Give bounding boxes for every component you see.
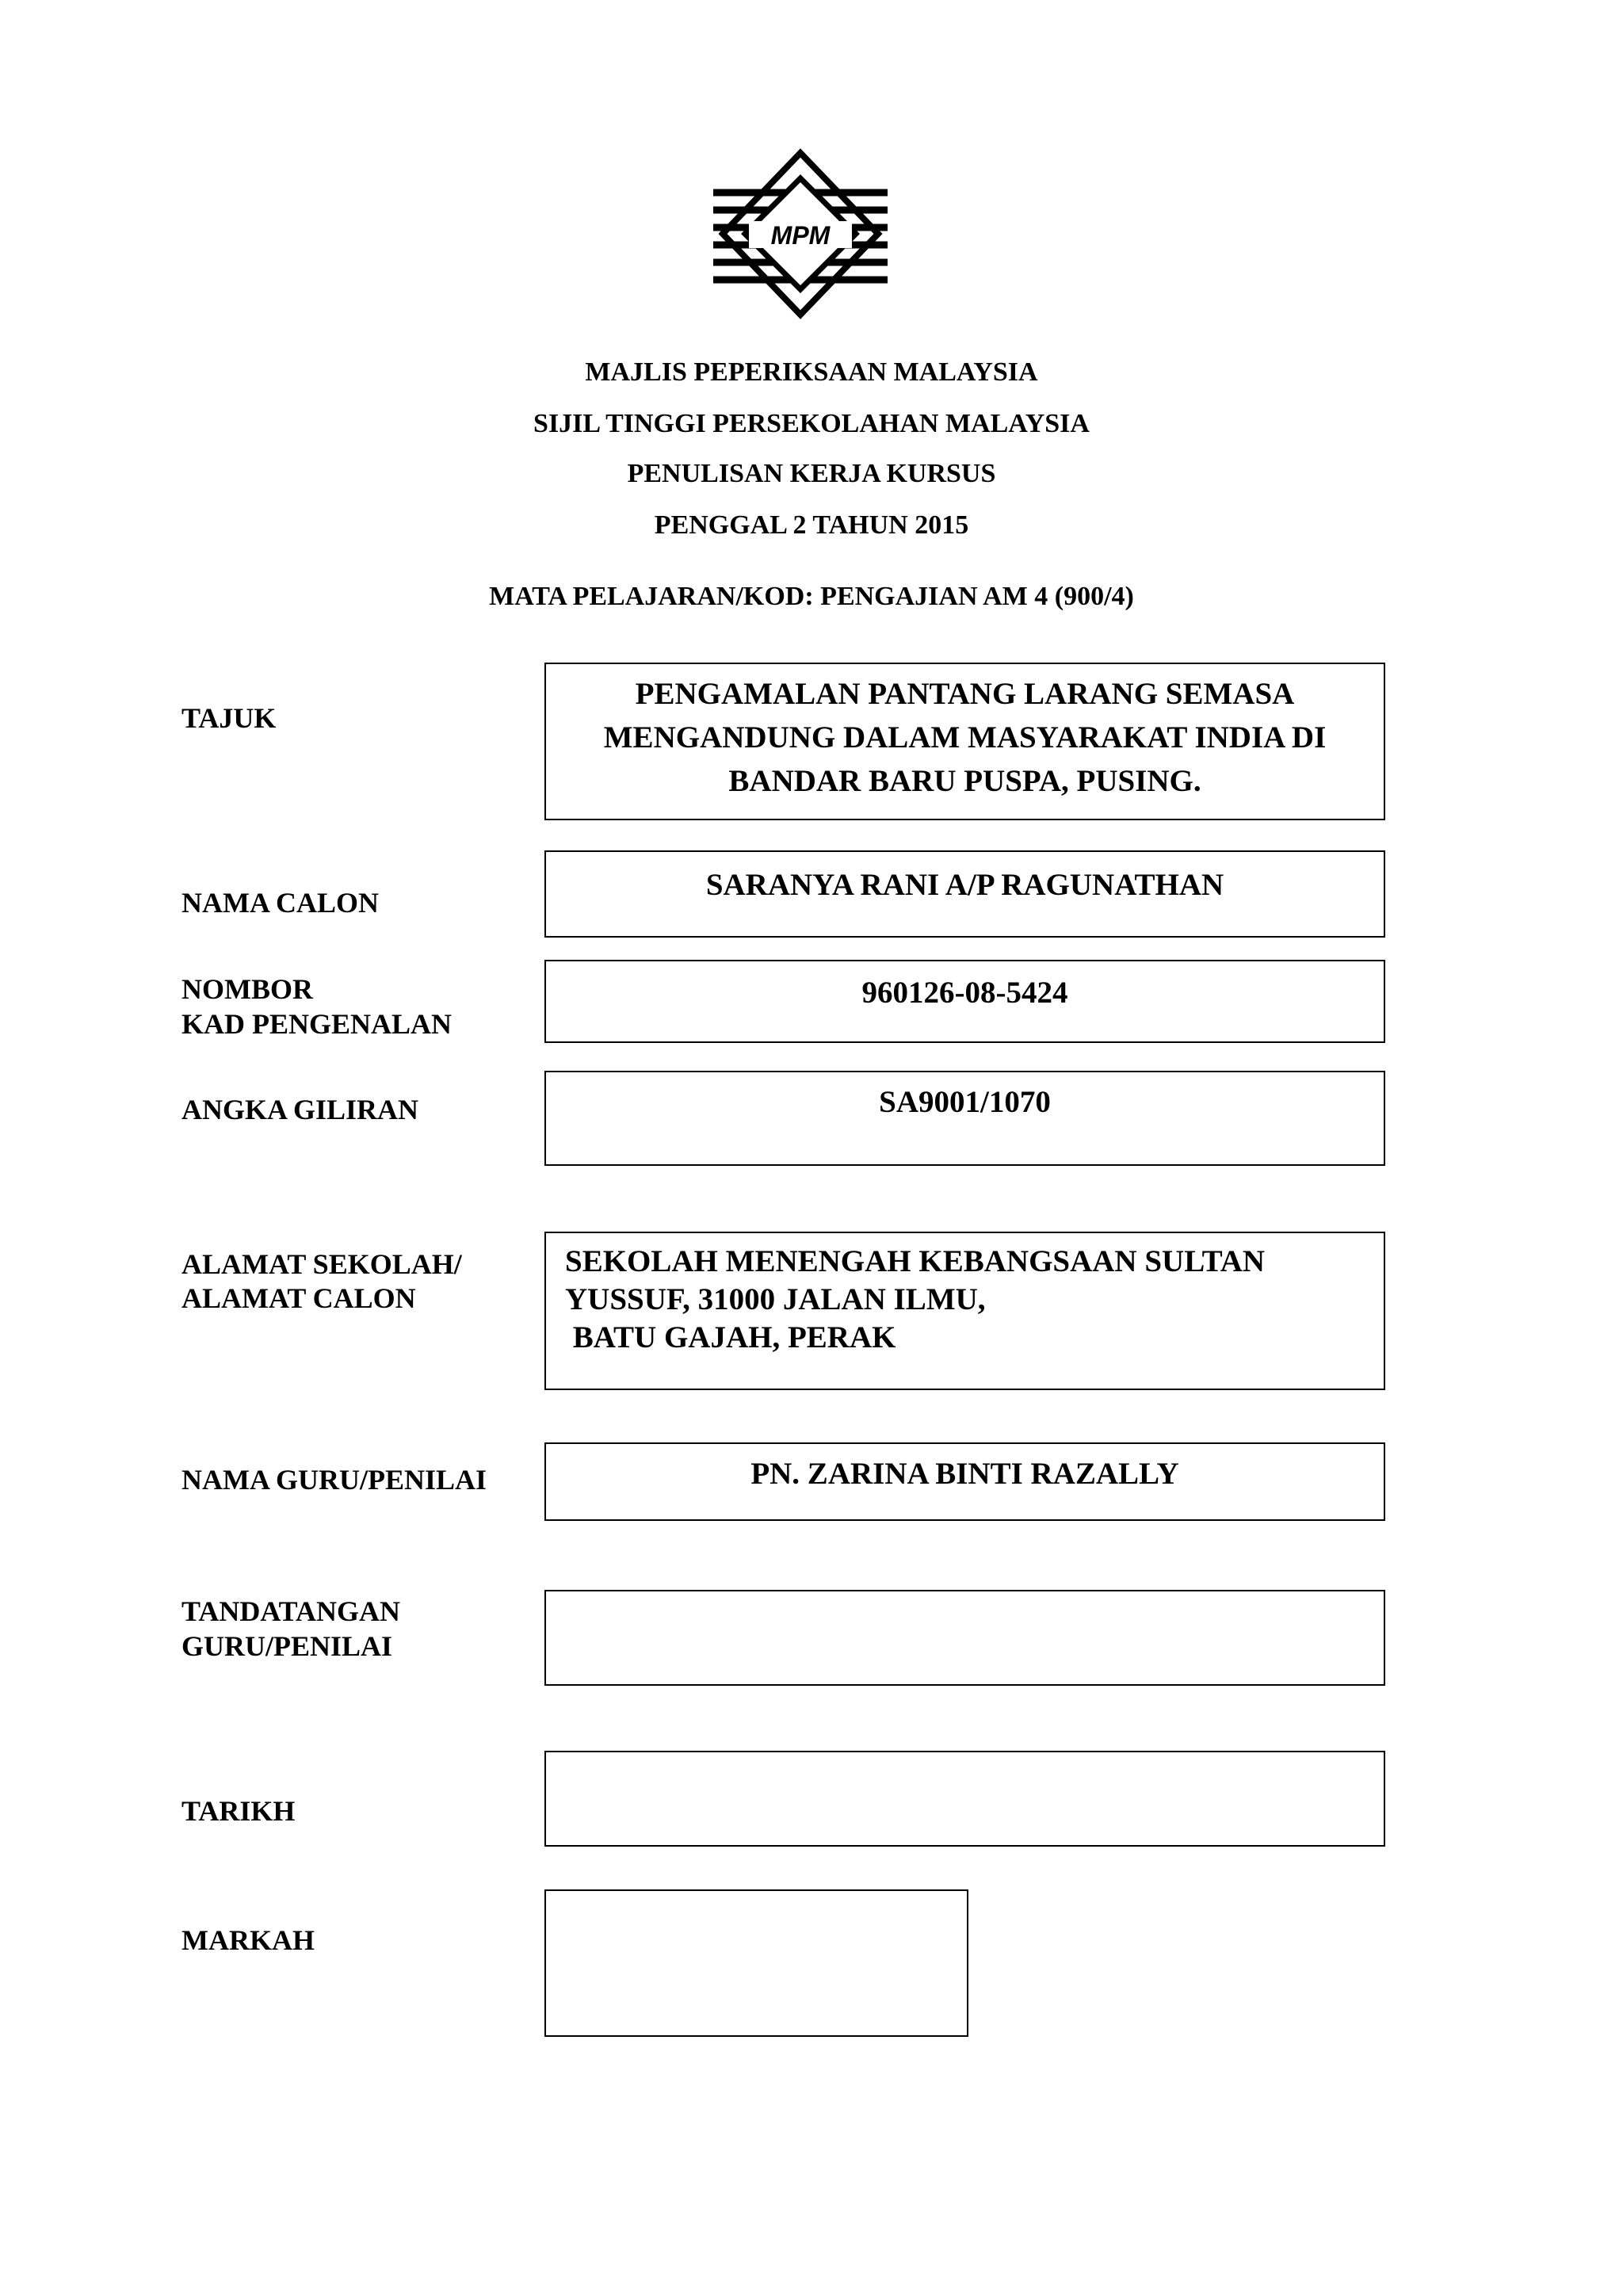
tajuk-value-line-3: BANDAR BARU PUSPA, PUSING. [728,764,1201,798]
angka-giliran-box [544,1071,1385,1166]
alamat-box [544,1232,1385,1390]
nama-calon-label: NAMA CALON [181,887,379,919]
nama-calon-value: SARANYA RANI A/P RAGUNATHAN [705,868,1224,902]
ic-label-line-2: KAD PENGENALAN [181,1008,453,1040]
alamat-label-line-1: ALAMAT SEKOLAH/ [181,1248,462,1280]
markah-box [544,1889,968,2037]
alamat-label-line-2: ALAMAT CALON [181,1282,416,1314]
svg-text:MPM: MPM [770,221,831,250]
tajuk-value-line-1: PENGAMALAN PANTANG LARANG SEMASA [635,677,1295,711]
guru-label: NAMA GURU/PENILAI [181,1464,487,1496]
tandatangan-box [544,1590,1385,1686]
mpm-logo-icon [705,147,896,321]
tandatangan-label-line-2: GURU/PENILAI [181,1630,393,1662]
alamat-value-line-3: BATU GAJAH, PERAK [565,1320,896,1354]
header-line-2: SIJIL TINGGI PERSEKOLAHAN MALAYSIA [533,409,1090,438]
tarikh-label: TARIKH [181,1795,296,1827]
guru-value: PN. ZARINA BINTI RAZALLY [750,1457,1179,1491]
ic-label-line-1: NOMBOR [181,973,313,1005]
tajuk-box [544,663,1385,820]
nama-calon-box [544,850,1385,938]
alamat-value-line-1: SEKOLAH MENENGAH KEBANGSAAN SULTAN [565,1244,1266,1278]
header-line-4: PENGGAL 2 TAHUN 2015 [654,510,969,540]
subject-code: MATA PELAJARAN/KOD: PENGAJIAN AM 4 (900/4) [489,582,1134,611]
tarikh-box [544,1751,1385,1847]
angka-giliran-label: ANGKA GILIRAN [181,1094,419,1125]
alamat-value-line-2: YUSSUF, 31000 JALAN ILMU, [565,1282,986,1316]
markah-label: MARKAH [181,1924,315,1956]
header-line-1: MAJLIS PEPERIKSAAN MALAYSIA [585,357,1038,387]
tajuk-value-line-2: MENGANDUNG DALAM MASYARAKAT INDIA DI [603,720,1327,755]
ic-box [544,960,1385,1043]
ic-value: 960126-08-5424 [861,976,1068,1010]
tandatangan-label-line-1: TANDATANGAN [181,1595,400,1627]
tajuk-label: TAJUK [181,702,277,734]
guru-box [544,1442,1385,1521]
header-line-3: PENULISAN KERJA KURSUS [627,459,996,488]
angka-giliran-value: SA9001/1070 [879,1085,1051,1119]
